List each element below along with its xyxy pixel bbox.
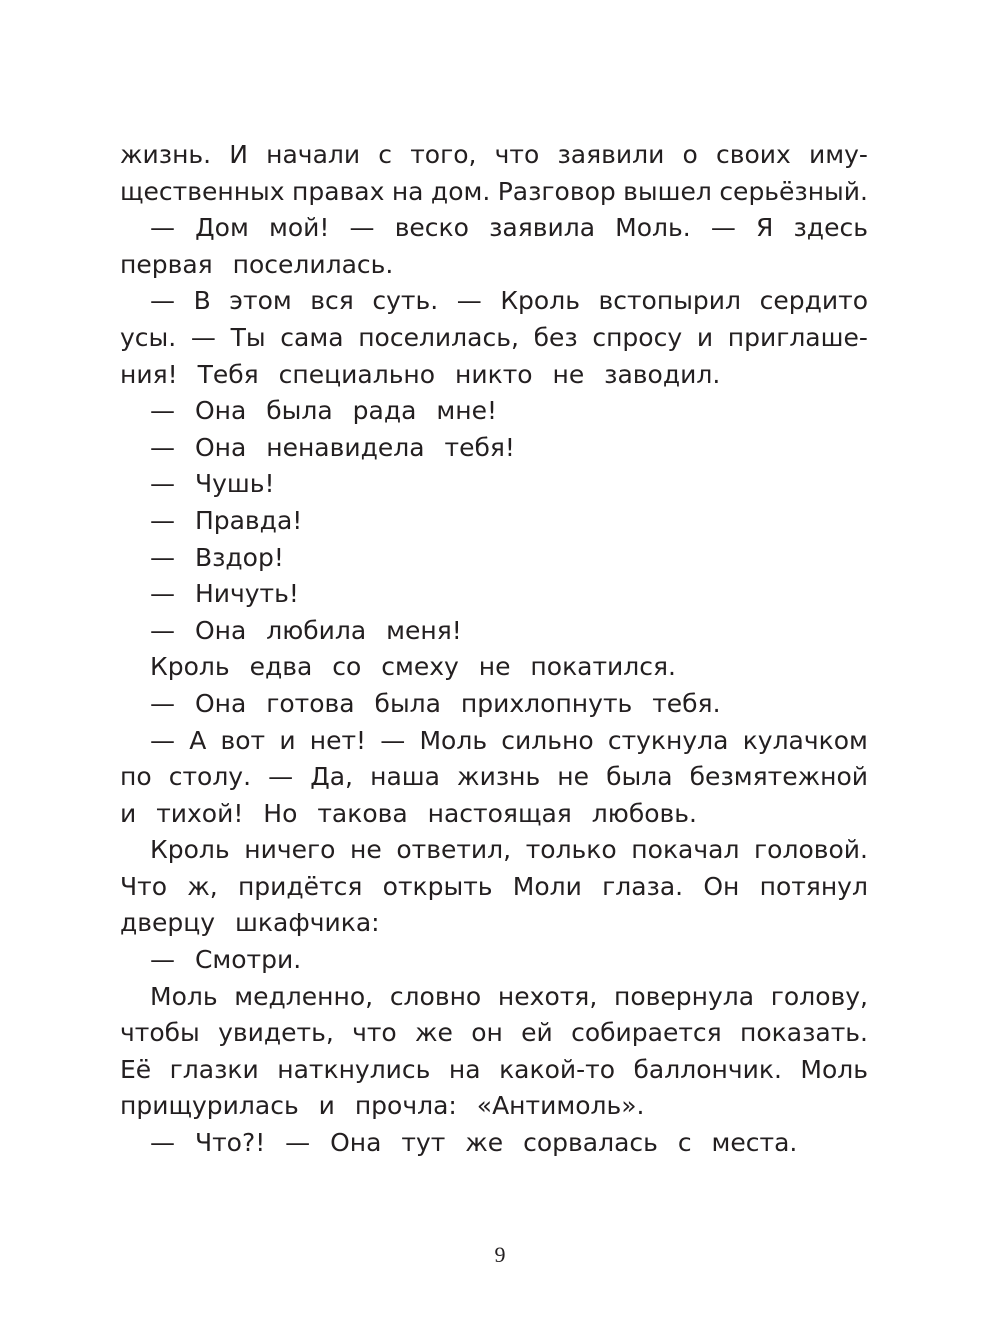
word: вот [220, 725, 266, 755]
word: потянул [759, 871, 868, 901]
word: сильно [501, 725, 594, 755]
word: наткнулись [277, 1054, 431, 1084]
text-line: — Чушь! [150, 469, 275, 499]
word: мой! [268, 213, 330, 243]
text-line: — Что?! — Она тут же сорвалась с места. [150, 1128, 798, 1158]
text-line: — Вздор! [150, 542, 284, 572]
word: какой-то [499, 1054, 616, 1084]
word: жизнь [457, 762, 541, 792]
word: что [352, 1018, 397, 1048]
word: — [380, 725, 406, 755]
text-line: — Она любила меня! [150, 615, 462, 645]
text-line: — Смотри. [150, 945, 302, 975]
word: Ты [230, 322, 266, 352]
text-line: прищурилась и прочла: «Антимоль». [120, 1091, 645, 1121]
word: без [533, 322, 578, 352]
word: открыть [382, 871, 493, 901]
word: — [150, 725, 175, 755]
word: Моль [419, 725, 488, 755]
word: Моль. [615, 213, 691, 243]
word: встопырил [598, 286, 742, 316]
word: своих [715, 140, 791, 169]
word: усы. [120, 322, 177, 352]
word: только [525, 835, 617, 865]
word: веско [394, 213, 469, 243]
word: И [229, 140, 248, 169]
page-number: 9 [494, 1242, 506, 1267]
word: — [456, 286, 482, 316]
word: этом [229, 286, 292, 316]
word: голову, [770, 981, 868, 1011]
word: с [378, 140, 393, 169]
word: собирается [571, 1018, 722, 1048]
word: сердито [759, 286, 868, 316]
word: словно [389, 981, 482, 1011]
word: ответил, [396, 835, 512, 865]
text-line [120, 759, 868, 796]
word: заявила [489, 213, 596, 243]
word: Кроль [150, 835, 230, 865]
word: нет! [309, 725, 367, 755]
word: столу. [168, 762, 252, 792]
word: вся [310, 286, 354, 316]
word: по [120, 762, 152, 792]
word: глазки [169, 1054, 259, 1084]
body-text [120, 137, 868, 1162]
text-line [120, 320, 868, 357]
word: нехотя, [497, 981, 598, 1011]
text-line: Кроль едва со смеху не покатился. [150, 652, 677, 682]
word: наша [370, 762, 440, 792]
word: глаза. [602, 871, 684, 901]
word: покачал [631, 835, 740, 865]
word: — [710, 213, 736, 243]
word: повернула [614, 981, 755, 1011]
word: Моль [150, 981, 218, 1011]
word: — [190, 322, 216, 352]
word: стукнула [607, 725, 729, 755]
word: здесь [793, 213, 868, 243]
word: — [150, 213, 175, 243]
word: увидеть, [218, 1018, 334, 1048]
word: же [415, 1018, 453, 1048]
word: безмятежной [689, 762, 868, 792]
word: жизнь. [120, 140, 212, 169]
word: Да, [310, 762, 354, 792]
word: на [391, 176, 424, 206]
text-line [120, 1015, 868, 1052]
text-line [120, 137, 868, 174]
text-line [120, 210, 868, 247]
word: Моли [512, 871, 582, 901]
word: дом. [430, 176, 491, 206]
word: о [682, 140, 698, 169]
word: сама [280, 322, 344, 352]
word: и [696, 322, 714, 352]
word: вышел [623, 176, 712, 206]
text-line: и тихой! Но такова настоящая любовь. [120, 798, 697, 828]
word: поселилась, [358, 322, 519, 352]
word: начали [266, 140, 361, 169]
word: приглаше- [727, 322, 868, 352]
word: на [448, 1054, 481, 1084]
word: Дом [195, 213, 249, 243]
word: заявили [557, 140, 665, 169]
word: — [349, 213, 375, 243]
word: головой. [754, 835, 868, 865]
word: спросу [592, 322, 683, 352]
word: чтобы [120, 1018, 200, 1048]
word: Я [755, 213, 774, 243]
word: что [494, 140, 540, 169]
word: иму- [808, 140, 868, 169]
word: не [350, 835, 382, 865]
text-line [120, 869, 868, 906]
text-line: — Она готова была прихлопнуть тебя. [150, 688, 721, 718]
word: В [193, 286, 211, 316]
word: того, [410, 140, 477, 169]
word: ничего [244, 835, 336, 865]
word: ей [521, 1018, 553, 1048]
text-line: — Правда! [150, 505, 303, 535]
word: — [150, 286, 175, 316]
word: он [471, 1018, 503, 1048]
word: правах [292, 176, 385, 206]
word: Разговор [497, 176, 616, 206]
word: баллончик. [633, 1054, 782, 1084]
word: не [557, 762, 590, 792]
word: и [279, 725, 296, 755]
text-line [120, 1052, 868, 1089]
text-line: ния! Тебя специально никто не заводил. [120, 359, 721, 389]
word: ж, [187, 871, 218, 901]
text-line: дверцу шкафчика: [120, 908, 380, 938]
word: А [189, 725, 207, 755]
text-line [120, 174, 868, 211]
text-line [120, 832, 868, 869]
word: щественных [120, 176, 285, 206]
text-line: первая поселилась. [120, 249, 394, 279]
word: суть. [372, 286, 439, 316]
word: Моль [800, 1054, 868, 1084]
word: серьёзный. [719, 176, 868, 206]
word: Её [120, 1054, 152, 1084]
text-line [120, 979, 868, 1016]
word: показать. [740, 1018, 868, 1048]
word: придётся [237, 871, 363, 901]
word: — [268, 762, 294, 792]
text-line: — Она была рада мне! [150, 396, 497, 426]
word: Он [703, 871, 740, 901]
text-line: — Ничуть! [150, 579, 299, 609]
word: Кроль [500, 286, 580, 316]
text-line [120, 283, 868, 320]
text-line: — Она ненавидела тебя! [150, 432, 515, 462]
word: Что [120, 871, 167, 901]
word: медленно, [234, 981, 374, 1011]
word: была [606, 762, 673, 792]
word: кулачком [742, 725, 868, 755]
text-line [120, 723, 868, 760]
